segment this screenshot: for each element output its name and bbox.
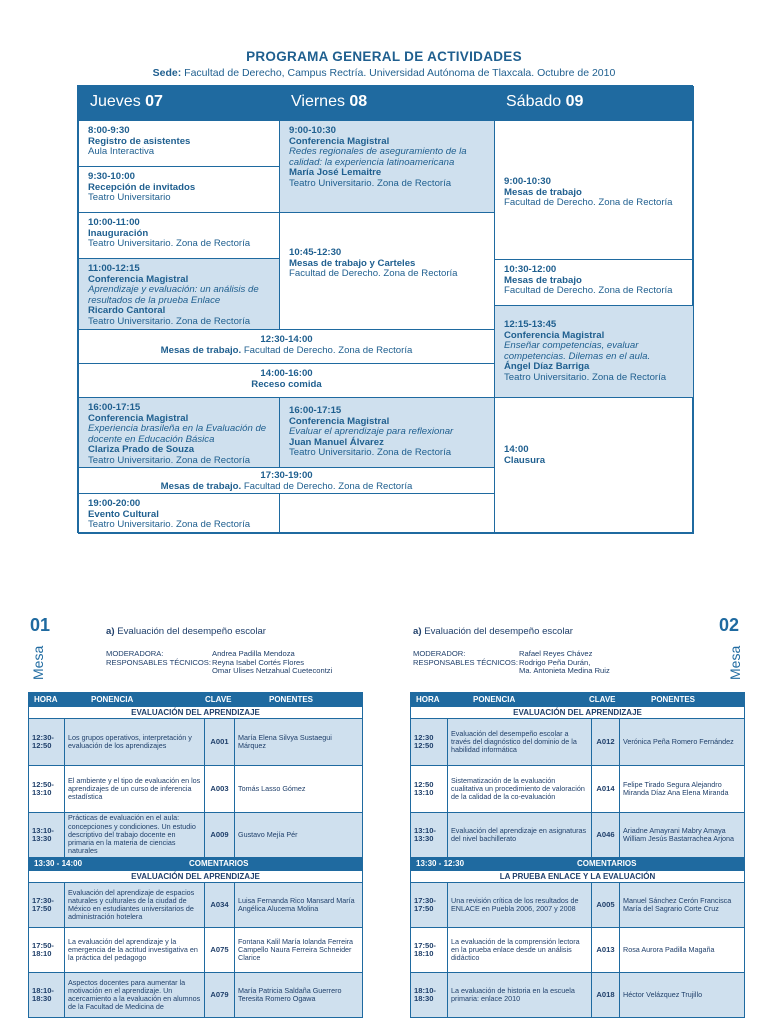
mesa1-label: Mesa (30, 645, 46, 680)
venue-text: Facultad de Derecho, Campus Rectría. Universidad Autónoma de Tlaxcala. Octubre de 2010 (181, 67, 616, 79)
event-recepcion: 9:30-10:00 Recepción de invitados Teatro Universitario (78, 166, 280, 213)
day-header-viernes: Viernes 08 (279, 86, 494, 120)
mesa2-meta: MODERADOR: Rafael Reyes Chávez RESPONSABLES TÉCNICOS:Rodrigo Peña Durán, Ma. Antonieta Medina Ruiz (413, 649, 610, 676)
table-row: 12:30 12:50 Evaluación del desempeño escolar a través del diagnóstico del dominio de la habilidad informática A012 Verónica Peña Romero Fernández (411, 718, 744, 765)
mesa1-title: a) Evaluación del desempeño escolar (106, 626, 266, 637)
table-row: 12:30- 12:50 Los grupos operativos, interpretación y evaluación de los aprendizajes A001 María Elena Silvya Sustaegui Márquez (29, 718, 362, 765)
event-registro: 8:00-9:30 Registro de asistentes Aula Interactiva (78, 120, 280, 167)
mesa1-meta: MODERADORA: Andrea Padilla Mendoza RESPONSABLES TÉCNICOS:Reyna Isabel Cortés Flores Omar Ulises Netzahual Cuetecontzi (106, 649, 333, 676)
event-inauguracion: 10:00-11:00 Inauguración Teatro Universitario. Zona de Rectoría (78, 212, 280, 259)
table-row: 12:50- 13:10 El ambiente y el tipo de evaluación en los aprendizajes de un curso de inferencia estadística A003 Tomás Lasso Gómez (29, 765, 362, 812)
event-conferencia-prado: 16:00-17:15 Conferencia Magistral Experiencia brasileña en la Evaluación de docente en Educación Básica Clariza Prado de Souza Teatro Universitario. Zona de Rectoría (78, 397, 280, 468)
schedule-grid (77, 85, 693, 533)
table-row: 17:30- 17:50 Una revisión crítica de los resultados de ENLACE en Puebla 2006, 2007 y 2008 A005 Manuel Sánchez Cerón Francisca María del Sagrario Corte Cruz (411, 882, 744, 927)
table-row: 18:10- 18:30 La evaluación de historia en la escuela primaria: enlace 2010 A018 Héctor Velázquez Trujillo (411, 972, 744, 1017)
event-mesas-sabado-1: 9:00-10:30 Mesas de trabajo Facultad de Derecho. Zona de Rectoría (494, 120, 694, 260)
mesa2-title: a) Evaluación del desempeño escolar (413, 626, 573, 637)
event-cultural: 19:00-20:00 Evento Cultural Teatro Universitario. Zona de Rectoría (78, 493, 280, 534)
mesa1-number: 01 (30, 615, 51, 635)
mesa2-table (410, 692, 745, 1018)
venue-line (0, 67, 768, 79)
mesa1-table-header: HORA PONENCIA CLAVE PONENTES (29, 693, 362, 706)
table-row: 17:30- 17:50 Evaluación del aprendizaje de espacios naturales y culturales de la ciudad de México en estudiantes universitarios de administración hotelera A034 Luisa Fernanda Rico Mansard María Angélica Alucema Molina (29, 882, 362, 927)
table-row: 12:50 13:10 Sistematización de la evaluación cualitativa un procedimiento de valoración de la calidad de la co-evaluación A014 Felipe Tirado Segura Alejandro Miranda Díaz Ana Elena Miranda (411, 765, 744, 812)
event-mesas-carteles: 10:45-12:30 Mesas de trabajo y Carteles Facultad de Derecho. Zona de Rectoría (279, 212, 495, 330)
event-conferencia-lemaitre: 9:00-10:30 Conferencia Magistral Redes regionales de aseguramiento de la calidad: la experiencia latinoamericana María José Lemaitre Teatro Universitario. Zona de Rectoría (279, 120, 495, 213)
event-conferencia-cantoral: 11:00-12:15 Conferencia Magistral Aprendizaje y evaluación: un análisis de resultados de la prueba Enlace Ricardo Cantoral Teatro Universitario. Zona de Rectoría (78, 258, 280, 330)
mesa2-label: Mesa (727, 645, 743, 680)
empty-cell (279, 493, 495, 534)
event-conferencia-diaz: 12:15-13:45 Conferencia Magistral Enseñar competencias, evaluar competencias. Dilemas en el aula. Ángel Díaz Barriga Teatro Universitario. Zona de Rectoría (494, 305, 694, 398)
event-mesas-sabado-2: 10:30-12:00 Mesas de trabajo Facultad de Derecho. Zona de Rectoría (494, 259, 694, 306)
table-row: 17:50- 18:10 La evaluación de la comprensión lectora en la prueba enlace desde un análisis didáctico A013 Rosa Aurora Padilla Magaña (411, 927, 744, 972)
mesa1-section-1: EVALUACIÓN DEL APRENDIZAJE (29, 706, 362, 718)
mesa1-break-row: 13:30 - 14:00 COMENTARIOS (29, 857, 362, 870)
table-row: 13:10- 13:30 Evaluación del aprendizaje en asignaturas del nivel bachillerato A046 Ariadne Amayrani Mabry Amaya William Jesús Bastarrachea Arjona (411, 812, 744, 857)
mesa2-section-1: EVALUACIÓN DEL APRENDIZAJE (411, 706, 744, 718)
event-receso: 14:00-16:00 Receso comida (78, 363, 495, 398)
mesa2-number: 02 (719, 615, 740, 635)
mesa1-table (28, 692, 363, 1018)
table-row: 17:50- 18:10 La evaluación del aprendizaje y la emergencia de la actitud investigativa en la práctica del pedagogo A075 Fontana Kalil María Iolanda Ferreira Campello Naura Ferreira Schneider Clarice (29, 927, 362, 972)
venue-label: Sede: (152, 67, 182, 79)
mesa2-section-2: LA PRUEBA ENLACE Y LA EVALUACIÓN (411, 870, 744, 882)
mesa2-break-row: 13:30 - 12:30 COMENTARIOS (411, 857, 744, 870)
event-mesas-trabajo-2: 17:30-19:00 Mesas de trabajo. Facultad de Derecho. Zona de Rectoría (78, 467, 495, 494)
table-row: 13:10- 13:30 Prácticas de evaluación en el aula: concepciones y condiciones. Un estudio descriptivo del trabajo docente en primaria en la materia de ciencias naturales A009 Gustavo Mejía Pér (29, 812, 362, 857)
table-row: 18:10- 18:30 Aspectos docentes para aumentar la motivación en el aprendizaje. Un acercamiento a la evaluación en alumnos de la Facultad de Medicina de A079 María Patricia Saldaña Guerrero Teresita Romero Ogawa (29, 972, 362, 1017)
page-title: PROGRAMA GENERAL DE ACTIVIDADES (246, 49, 522, 64)
mesa1-section-2: EVALUACIÓN DEL APRENDIZAJE (29, 870, 362, 882)
event-clausura: 14:00 Clausura (494, 397, 694, 534)
mesa2-table-header: HORA PONENCIA CLAVE PONENTES (411, 693, 744, 706)
event-mesas-trabajo-1: 12:30-14:00 Mesas de trabajo. Facultad de Derecho. Zona de Rectoría (78, 329, 495, 364)
event-conferencia-alvarez: 16:00-17:15 Conferencia Magistral Evaluar el aprendizaje para reflexionar Juan Manuel Álvarez Teatro Universitario. Zona de Rectoría (279, 397, 495, 468)
day-header-jueves: Jueves 07 (78, 86, 279, 120)
day-header-sabado: Sábado 09 (494, 86, 694, 120)
